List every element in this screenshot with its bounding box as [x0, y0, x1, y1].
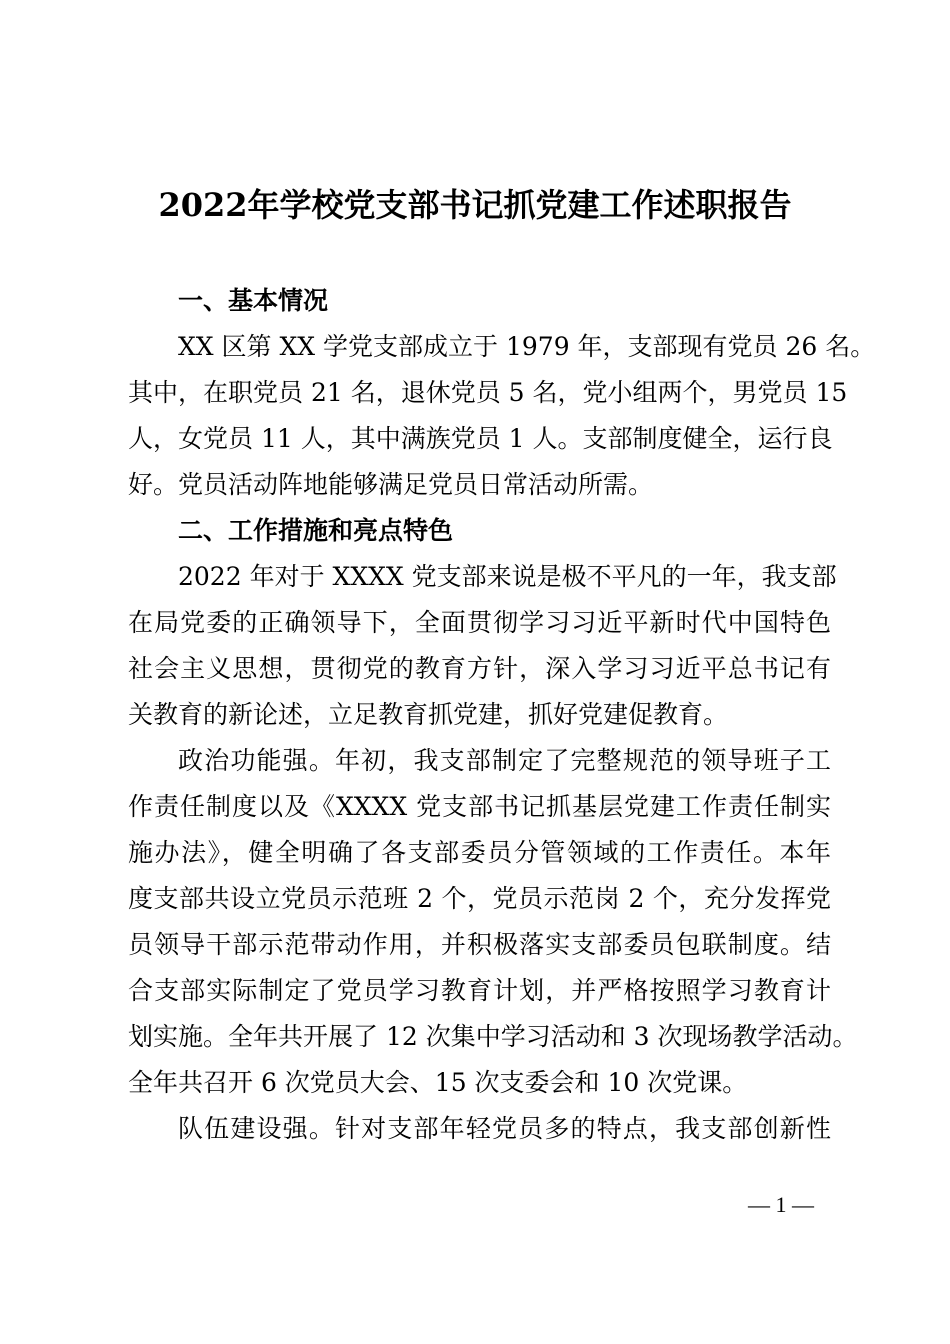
paragraph-line: 人，女党员 11 人，其中满族党员 1 人。支部制度健全，运行良 [128, 424, 833, 453]
paragraph-line: 全年共召开 6 次党员大会、15 次支委会和 10 次党课。 [128, 1068, 748, 1097]
paragraph-line: 2022 年对于 XXXX 党支部来说是极不平凡的一年，我支部 [178, 562, 837, 591]
paragraph-line: 员领导干部示范带动作用，并积极落实支部委员包联制度。结 [128, 930, 831, 959]
paragraph-line: 合支部实际制定了党员学习教育计划，并严格按照学习教育计 [128, 976, 831, 1005]
document-body [128, 278, 876, 1152]
paragraph-line: XX 区第 XX 学党支部成立于 1979 年，支部现有党员 26 名。 [178, 332, 876, 361]
paragraph-line: 划实施。全年共开展了 12 次集中学习活动和 3 次现场教学活动。 [128, 1022, 858, 1051]
section-heading: 一、基本情况 [178, 286, 329, 315]
paragraph-line: 关教育的新论述，立足教育抓党建，抓好党建促教育。 [128, 700, 729, 729]
paragraph-line: 队伍建设强。针对支部年轻党员多的特点，我支部创新性 [178, 1114, 831, 1143]
paragraph-line: 社会主义思想，贯彻党的教育方针，深入学习习近平总书记有 [128, 654, 831, 683]
paragraph-line: 作责任制度以及《XXXX 党支部书记抓基层党建工作责任制实 [128, 792, 831, 821]
paragraph-line: 度支部共设立党员示范班 2 个，党员示范岗 2 个，充分发挥党 [128, 884, 831, 913]
paragraph-line: 政治功能强。年初，我支部制定了完整规范的领导班子工 [178, 746, 831, 775]
paragraph-line: 在局党委的正确领导下，全面贯彻学习习近平新时代中国特色 [128, 608, 831, 637]
section-heading: 二、工作措施和亮点特色 [178, 516, 454, 545]
paragraph-line: 其中，在职党员 21 名，退休党员 5 名，党小组两个，男党员 15 [128, 378, 848, 407]
paragraph-line: 施办法》，健全明确了各支部委员分管领域的工作责任。本年 [128, 838, 831, 867]
document-title: 2022年学校党支部书记抓党建工作述职报告 [158, 186, 792, 224]
page-number: — 1 — [748, 1192, 814, 1217]
paragraph-line: 好。党员活动阵地能够满足党员日常活动所需。 [128, 470, 654, 499]
